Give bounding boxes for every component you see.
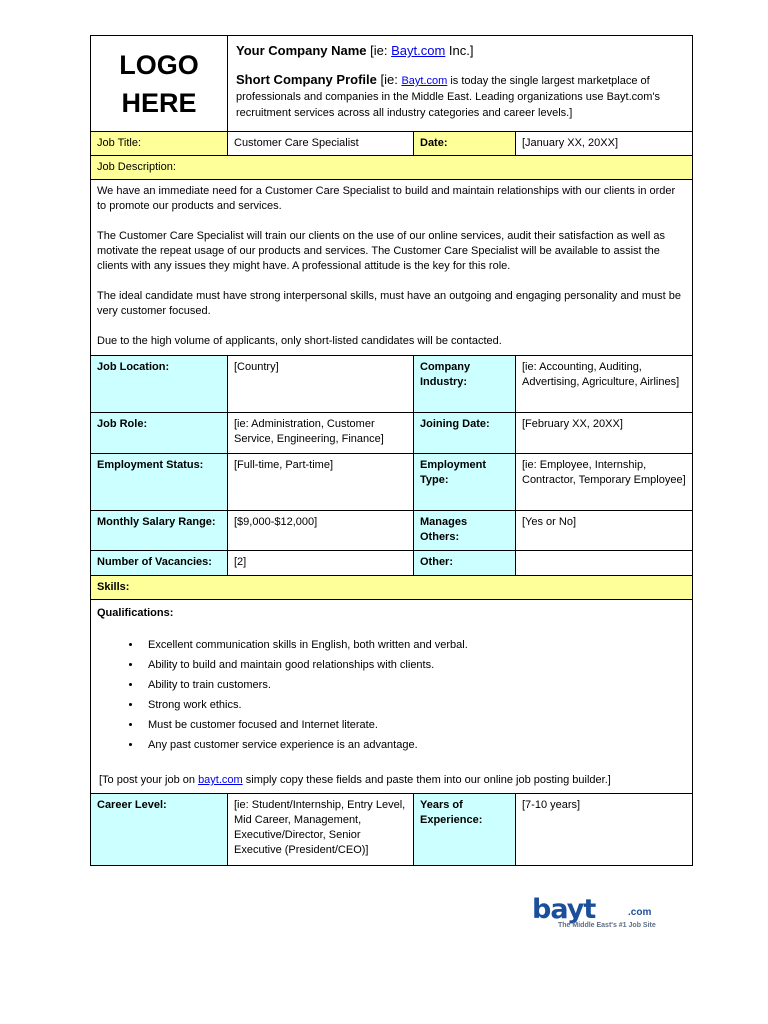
skills-body [91, 600, 693, 794]
qualifications-list [97, 635, 686, 755]
joining-date-value: [February XX, 20XX] [516, 413, 693, 454]
employment-status-value: [Full-time, Part-time] [228, 454, 414, 511]
company-industry-value: [ie: Accounting, Auditing, Advertising, Agriculture, Airlines] [516, 356, 693, 413]
logo-line-2: HERE [121, 87, 197, 118]
bayt-logo-word: bayt [532, 894, 596, 925]
manages-others-label: Manages Others: [414, 511, 516, 551]
employment-type-value: [ie: Employee, Internship, Contractor, Temporary Employee] [516, 454, 693, 511]
vacancies-value: [2] [228, 551, 414, 576]
bayt-logo-suffix: .com [628, 907, 652, 918]
company-industry-label: Company Industry: [414, 356, 516, 413]
list-item: • Excellent communication skills in English, both written and verbal. [142, 635, 686, 655]
profile-text: is today the single largest marketplace of professionals and companies in the Middle East. Leading organizations use Bayt.com's recruitment services across all industry categories and career levels.] [236, 75, 661, 119]
list-item: • Ability to build and maintain good relationships with clients. [142, 655, 686, 675]
company-name-label: Your Company Name [236, 43, 367, 58]
post-note-post: simply copy these fields and paste them into our online job posting builder.] [242, 774, 611, 786]
list-item: • Any past customer service experience is an advantage. [142, 735, 686, 755]
company-name-link[interactable]: Bayt.com [391, 43, 446, 58]
profile-label: Short Company Profile [236, 72, 377, 87]
job-description-label: Job Description: [91, 156, 693, 180]
employment-type-label: Employment Type: [414, 454, 516, 511]
skills-label: Skills: [91, 576, 693, 600]
job-location-label: Job Location: [91, 356, 228, 413]
years-experience-label: Years of Experience: [414, 794, 516, 866]
qualifications-label: Qualifications: [97, 607, 174, 619]
vacancies-label: Number of Vacancies: [91, 551, 228, 576]
description-paragraph: Due to the high volume of applicants, only short-listed candidates will be contacted. [97, 335, 502, 347]
company-name [236, 42, 684, 60]
job-description-body [91, 180, 693, 356]
career-level-label: Career Level: [91, 794, 228, 866]
job-role-label: Job Role: [91, 413, 228, 454]
list-item: • Ability to train customers. [142, 675, 686, 695]
manages-others-value: [Yes or No] [516, 511, 693, 551]
employment-status-label: Employment Status: [91, 454, 228, 511]
salary-range-value: [$9,000-$12,000] [228, 511, 414, 551]
other-label: Other: [414, 551, 516, 576]
job-location-value: [Country] [228, 356, 414, 413]
description-paragraph: The Customer Care Specialist will train our clients on the use of our online services, audit their satisfaction as well as motivate the repeat usage of our products and services. The Customer Care Specialist will be available to assist the clients with any issues they might have. A professional attitude is the key for this role. [97, 230, 665, 272]
logo-placeholder [91, 36, 228, 132]
other-value [516, 551, 693, 576]
job-role-value: [ie: Administration, Customer Service, Engineering, Finance] [228, 413, 414, 454]
job-description-form [90, 35, 693, 866]
bayt-logo [532, 895, 692, 935]
list-item: • Strong work ethics. [142, 695, 686, 715]
post-note-pre: [To post your job on [99, 774, 199, 786]
career-level-value: [ie: Student/Internship, Entry Level, Mid Career, Management, Executive/Director, Senior Executive (President/CEO)] [228, 794, 414, 866]
logo-line-1: LOGO [119, 49, 199, 80]
date-label: Date: [414, 132, 516, 156]
description-paragraph: We have an immediate need for a Customer Care Specialist to build and maintain relationships with our clients in order to promote our products and services. [97, 185, 676, 212]
years-experience-value: [7-10 years] [516, 794, 693, 866]
company-header [228, 36, 693, 132]
profile-link[interactable]: Bayt.com [401, 75, 448, 87]
job-title-value: Customer Care Specialist [228, 132, 414, 156]
profile-pre: [ie: [376, 72, 402, 87]
job-title-label: Job Title: [91, 132, 228, 156]
company-name-post: Inc.] [445, 43, 474, 58]
post-note-link[interactable]: bayt.com [198, 774, 243, 786]
salary-range-label: Monthly Salary Range: [91, 511, 228, 551]
bayt-logo-tagline: The Middle East's #1 Job Site [558, 922, 656, 929]
company-name-pre: [ie: [370, 43, 392, 58]
company-profile [236, 72, 684, 121]
description-paragraph: The ideal candidate must have strong interpersonal skills, must have an outgoing and engaging personality and must be very customer focused. [97, 290, 681, 317]
post-job-note [97, 773, 686, 788]
list-item: • Must be customer focused and Internet literate. [142, 715, 686, 735]
joining-date-label: Joining Date: [414, 413, 516, 454]
date-value: [January XX, 20XX] [516, 132, 693, 156]
